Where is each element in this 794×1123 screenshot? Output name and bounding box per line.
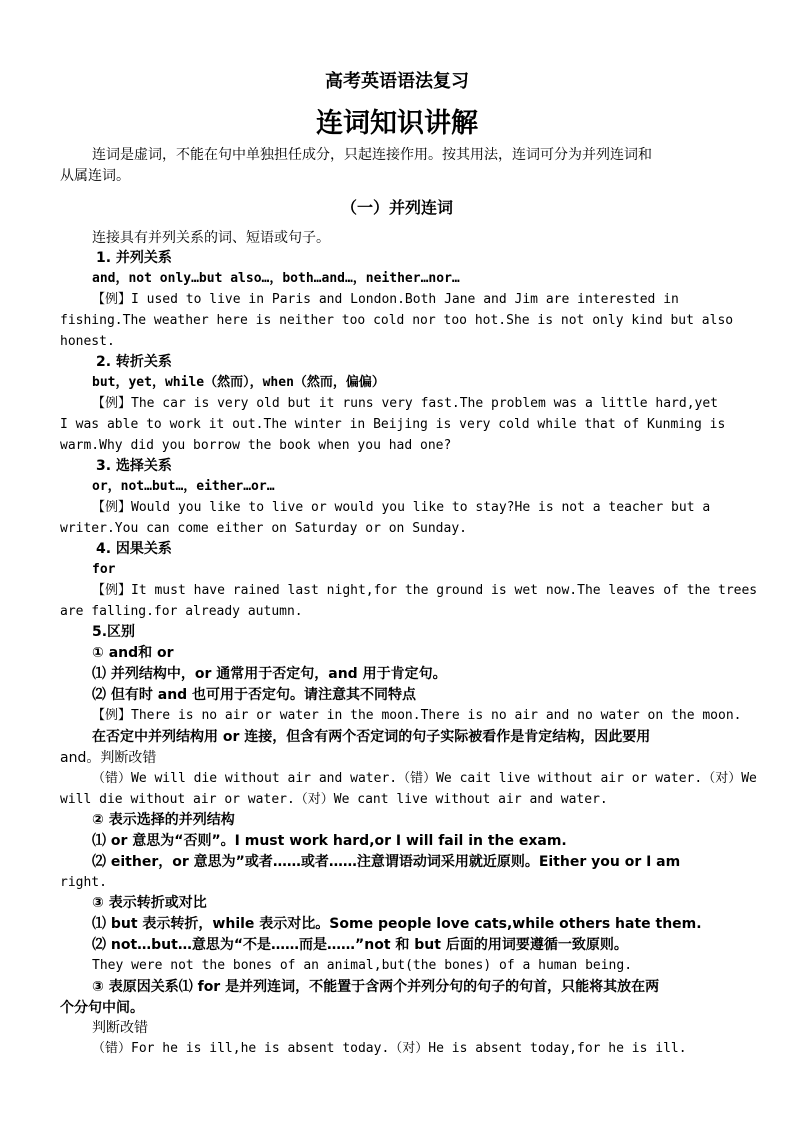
paragraph-line: 连接具有并列关系的词、短语或句子。 [92,230,330,246]
rule-line: ⑴ but 表示转折，while 表示对比。Some people love cats,while others hate them. [92,916,702,932]
example-line: They were not the bones of an animal,but(the bones) of a human being. [92,958,633,973]
example-line: 【例】Would you like to live or would you like to stay?He is not a teacher but a [92,500,711,515]
heading-line: 4. 因果关系 [96,541,172,557]
keyword-line: for [92,562,116,577]
example-line: writer.You can come either on Saturday or on Sunday. [60,521,467,536]
intro-line: 连词是虚词，不能在句中单独担任成分，只起连接作用。按其用法，连词可分为并列连词和 [92,147,652,163]
rule-line: ⑵ not…but…意思为“不是……而是……”not 和 but 后面的用词要遵循一致原则。 [92,937,628,953]
keyword-line: or，not…but…，either…or… [92,479,275,494]
heading-line: ② 表示选择的并列结构 [92,812,235,828]
heading-line: ① and和 or [92,645,174,661]
example-line: fishing.The weather here is neither too cold nor too hot.She is not only kind but also [60,313,734,328]
keyword-line: and，not only…but also…，both…and…，neither…nor… [92,271,460,286]
rule-line: ⑴ or 意思为“否则”。I must work hard,or I will fail in the exam. [92,833,567,849]
example-line: right. [60,875,107,890]
heading-line: 3. 选择关系 [96,458,172,474]
section-title: （一）并列连词 [340,198,453,217]
heading-line: 1. 并列关系 [96,250,172,266]
example-line: 【例】It must have rained last night,for the ground is wet now.The leaves of the trees [92,583,758,598]
heading-line: ③ 表示转折或对比 [92,895,207,911]
heading-line: 2. 转折关系 [96,354,172,370]
rule-line: 个分句中间。 [60,1000,144,1016]
heading-line: 5.区别 [92,624,136,640]
example-line: are falling.for already autumn. [60,604,303,619]
example-line: honest. [60,334,115,349]
example-line: will die without air or water.（对）We cant live without air and water. [60,792,608,807]
rule-line: ⑵ 但有时 and 也可用于否定句。请注意其不同特点 [92,687,417,703]
rule-line: ③ 表原因关系⑴ for 是并列连词，不能置于含两个并列分句的句子的句首，只能将其放在两 [92,979,660,995]
doc-title: 高考英语语法复习 [325,71,469,92]
example-line: 【例】I used to live in Paris and London.Both Jane and Jim are interested in [92,292,679,307]
rule-line: ⑵ either，or 意思为”或者……或者……注意谓语动词采用就近原则。Either you or I am [92,854,681,870]
rule-line: 在否定中并列结构用 or 连接，但含有两个否定词的句子实际被看作是肯定结构，因此要用 [92,729,651,745]
rule-line: ⑴ 并列结构中，or 通常用于否定句，and 用于肯定句。 [92,666,447,682]
example-line: 【例】The car is very old but it runs very fast.The problem was a little hard,yet [92,396,718,411]
example-line: warm.Why did you borrow the book when you had one? [60,438,452,453]
example-line: （错）We will die without air and water.（错）We cait live without air or water.（对）We [92,771,757,786]
keyword-line: but，yet，while（然而），when（然而，偏偏） [92,375,385,390]
example-line: 【例】There is no air or water in the moon.There is no air and no water on the moon. [92,708,742,723]
paragraph-line: and。判断改错 [60,750,157,766]
example-line: （错）For he is ill,he is absent today.（对）He is absent today,for he is ill. [92,1041,687,1056]
example-line: I was able to work it out.The winter in Beijing is very cold while that of Kunming is [60,417,726,432]
intro-line: 从属连词。 [60,168,130,184]
doc-subtitle: 连词知识讲解 [316,108,478,139]
paragraph-line: 判断改错 [92,1020,148,1036]
